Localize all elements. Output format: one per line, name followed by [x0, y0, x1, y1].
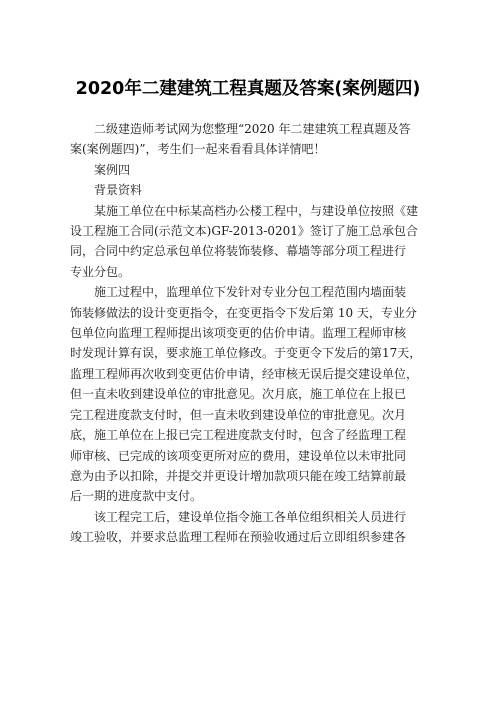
- document-title: 2020年二建建筑工程真题及答案(案例题四): [75, 79, 421, 99]
- text-line: 但一直未收到建设单位的审批意见。次月底，施工单位在上报已: [70, 387, 407, 402]
- paragraph-background-heading: [70, 180, 432, 200]
- text-line: 施工过程中，监理单位下发针对专业分包工程范围内墙面装: [94, 285, 407, 300]
- text-line: 某施工单位在中标某高档办公楼工程中，与建设单位按照《建: [94, 203, 419, 218]
- text-line: 师审核、已完成的该项变更所对应的费用，建设单位以未审批同: [70, 448, 407, 463]
- text-line: 完工程进度款支付时，但一直未收到建设单位的审批意见。次月: [70, 407, 407, 422]
- text-line: 该工程完工后，建设单位指令施工各单位组织相关人员进行: [94, 509, 407, 524]
- text-line: 时发现计算有误，要求施工单位修改。于变更令下发后的第17天，: [70, 346, 422, 361]
- text-line: 背景资料: [94, 183, 143, 198]
- text-line: 意为由予以扣除，并提交并更设计增加款项只能在竣工结算前最: [70, 468, 407, 483]
- text-line: 二级建造师考试网为您整理“2020 年二建建筑工程真题及答: [94, 122, 411, 136]
- text-line: 同，合同中约定总承包单位将装饰装修、幕墙等部分项工程进行: [70, 244, 407, 259]
- text-line: 后一期的进度款中支付。: [70, 489, 203, 504]
- paragraph-contract: [70, 201, 432, 283]
- text-line: 专业分包。: [70, 264, 131, 279]
- document-body: [70, 119, 432, 548]
- text-line: 包单位向监理工程师提出该项变更的估价申请。监理工程师审核: [70, 326, 407, 341]
- text-line: 案(案例题四)”，考生们一起来看看具体详情吧！: [70, 142, 326, 157]
- paragraph-completion: [70, 507, 432, 548]
- paragraph-construction-process: [70, 282, 432, 506]
- text-line: 案例四: [94, 162, 131, 177]
- text-line: 监理工程师再次收到变更估价申请，经审核无误后提交建设单位，: [70, 366, 419, 381]
- paragraph-intro: [70, 119, 432, 160]
- paragraph-case-label: [70, 160, 432, 180]
- text-line: 饰装修做法的设计变更指令，在变更指令下发后第 10 天，专业分: [70, 305, 417, 320]
- text-line: 设工程施工合同(示范文本)GF-2013-0201》签订了施工总承包合: [70, 224, 418, 239]
- text-line: 底，施工单位在上报已完工程进度款支付时，包含了经监理工程: [70, 428, 407, 443]
- text-line: 竣工验收，并要求总监理工程师在预验收通过后立即组织参建各: [70, 530, 407, 545]
